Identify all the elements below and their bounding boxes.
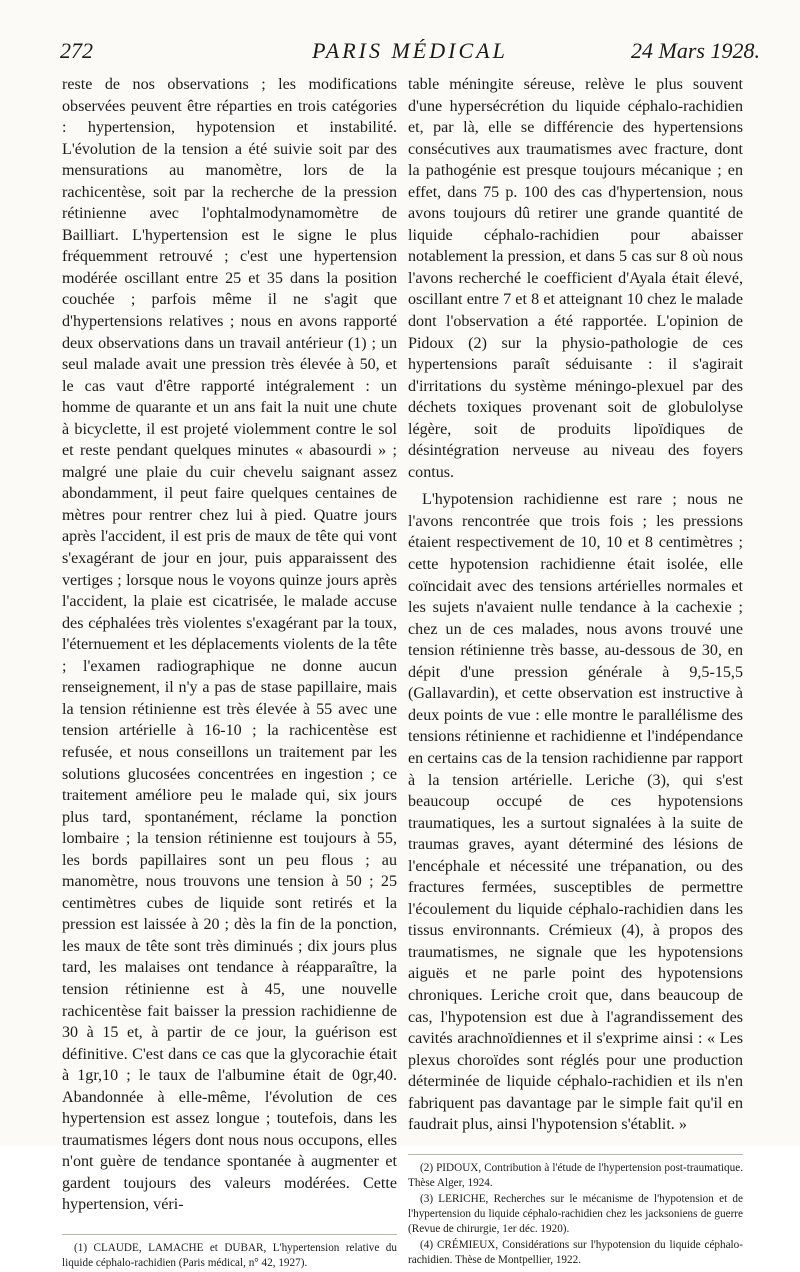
footnote-1: (1) CLAUDE, LAMACHE et DUBAR, L'hypertension relative du liquide céphalo-rachidien (Paris médical, n° 42, 1927).	[62, 1241, 397, 1270]
left-footnotes	[62, 1234, 397, 1272]
page-header	[60, 38, 760, 68]
page-number: 272	[60, 38, 93, 63]
right-footnotes	[408, 1154, 743, 1269]
footnote-4: (4) CRÉMIEUX, Considérations sur l'hypotension du liquide céphalo-rachidien. Thèse de Montpellier, 1922.	[408, 1238, 743, 1267]
issue-date: 24 Mars 1928.	[631, 38, 760, 63]
left-column	[62, 74, 397, 1272]
left-paragraph-1: reste de nos observations ; les modifications observées peuvent être réparties en trois catégories : hypertension, hypotension et instabilité. L'évolution de la tension a été suivie soit par des mensurations au manomètre, lors de la rachicentèse, soit par la recherche de la pression rétinienne avec l'ophtalmodynamomètre de Bailliart. L'hypertension est le signe le plus fréquemment retrouvé ; c'est une hypertension modérée oscillant entre 25 et 35 dans la position couchée ; parfois même il ne s'agit que d'hypertensions relatives ; nous en avons rapporté deux observations dans un travail antérieur (1) ; un seul malade avait une pression très élevée à 50, et le cas vaut d'être rapporté intégralement : un homme de quarante et un ans fait la nuit une chute à bicyclette, il est projeté violemment contre le sol et reste pendant quelques minutes « abasourdi » ; malgré une plaie du cuir chevelu saignant assez abondamment, il peut faire quelques centaines de mètres pour rentrer chez lui à pied. Quatre jours après l'accident, il est pris de maux de tête qui vont s'exagérant de jour en jour, puis apparaissent des vertiges ; lorsque nous le voyons quinze jours après l'accident, la plaie est cicatrisée, le malade accuse des céphalées très violentes s'exagérant par la toux, l'éternuement et les déplacements violents de la tête ; l'examen radiographique ne donne aucun renseignement, il n'y a pas de stase papillaire, mais la tension rétinienne est très élevée à 55 avec une tension artérielle à 16-10 ; la rachicentèse est refusée, et nous conseillons un traitement par les solutions glucosées concentrées en ingestion ; ce traitement améliore peu le malade qui, six jours plus tard, spontanément, réclame la ponction lombaire ; la tension rétinienne est toujours à 55, les bords papillaires sont un peu flous ; au manomètre, nous trouvons une tension à 50 ; 25 centimètres cubes de liquide sont retirés et la pression est laissée à 20 ; dès la fin de la ponction, les maux de tête sont très diminués ; dix jours plus tard, les malaises ont tendance à réapparaître, la tension rétinienne est à 45, une nouvelle rachicentèse fait baisser la pression rachidienne de 30 à 15 et, à partir de ce jour, la guérison est définitive. C'est dans ce cas que la glycorachie était à 1gr,10 ; le taux de l'albumine était de 0gr,40. Abandonnée à elle-même, l'évolution de ces hypertension est assez longue ; toutefois, dans les traumatismes légers dont nous nous occupons, elles n'ont guère de tendance spontanée à augmenter et gardent toujours des valeurs modérées. Cette hypertension, véri-	[62, 76, 397, 1214]
right-paragraph-1: table méningite séreuse, relève le plus souvent d'une hypersécrétion du liquide céphalo-rachidien et, par là, elle se différencie des hypertensions consécutives aux traumatismes avec fracture, dont la pathogénie est presque toujours mécanique ; en effet, dans 75 p. 100 des cas d'hypertension, nous avons toujours dû retirer une grande quantité de liquide céphalo-rachidien pour abaisser notablement la pression, et dans 5 cas sur 8 où nous l'avons recherché le coefficient d'Ayala était élevé, oscillant entre 7 et 8 et atteignant 10 chez le malade dont l'observation a été rapportée. L'opinion de Pidoux (2) sur la physio-pathologie de ces hypertensions paraît séduisante : il s'agirait d'irritations du système méningo-plexuel par des déchets toxiques provenant soit de globulolyse légère, soit de produits lipoïdiques de désintégration nerveuse au niveau des foyers contus.	[408, 76, 743, 481]
footnote-3: (3) LERICHE, Recherches sur le mécanisme de l'hypotension et de l'hypertension du liquide céphalo-rachidien chez les jacksoniens de guerre (Revue de chirurgie, 1er déc. 1920).	[408, 1192, 743, 1236]
footnote-2: (2) PIDOUX, Contribution à l'étude de l'hypertension post-traumatique. Thèse Alger, 1924.	[408, 1161, 743, 1190]
journal-title: PARIS MÉDICAL	[312, 38, 508, 63]
right-column	[408, 74, 743, 1269]
right-paragraph-2: L'hypotension rachidienne est rare ; nous ne l'avons rencontrée que trois fois ; les pressions étaient respectivement de 10, 10 et 8 centimètres ; cette hypotension rachidienne était isolée, elle coïncidait avec des tensions artérielles normales et les sujets n'avaient nulle tendance à la cachexie ; chez un de ces malades, nous avons trouvé une tension rétinienne très basse, au-dessous de 30, en dépit d'une pression générale à 9,5-15,5 (Gallavardin), et cette observation est instructive à deux points de vue : elle montre le parallélisme des tensions rétinienne et rachidienne et l'indépendance en certains cas de la tension rachidienne par rapport à la tension artérielle. Leriche (3), qui s'est beaucoup occupé de ces hypotensions traumatiques, les a surtout signalées à la suite de traumas graves, ayant déterminé des lésions de l'encéphale et nécessité une trépanation, ou des fractures fermées, susceptibles de permettre l'écoulement du liquide céphalo-rachidien dans les tissus environnants. Crémieux (4), à propos des traumatismes, ne signale que les hypotensions aiguës et ne parle point des hypotensions chroniques. Leriche croit que, dans beaucoup de cas, l'hypotension est due à l'agrandissement des cavités arachnoïdiennes et il s'exprime ainsi : « Les plexus choroïdes sont réglés pour une production déterminée de liquide céphalo-rachidien et ils n'en fabriquent pas davantage par le simple fait qu'il en faudrait plus, ainsi l'hypotension s'établit. »	[408, 491, 743, 1134]
